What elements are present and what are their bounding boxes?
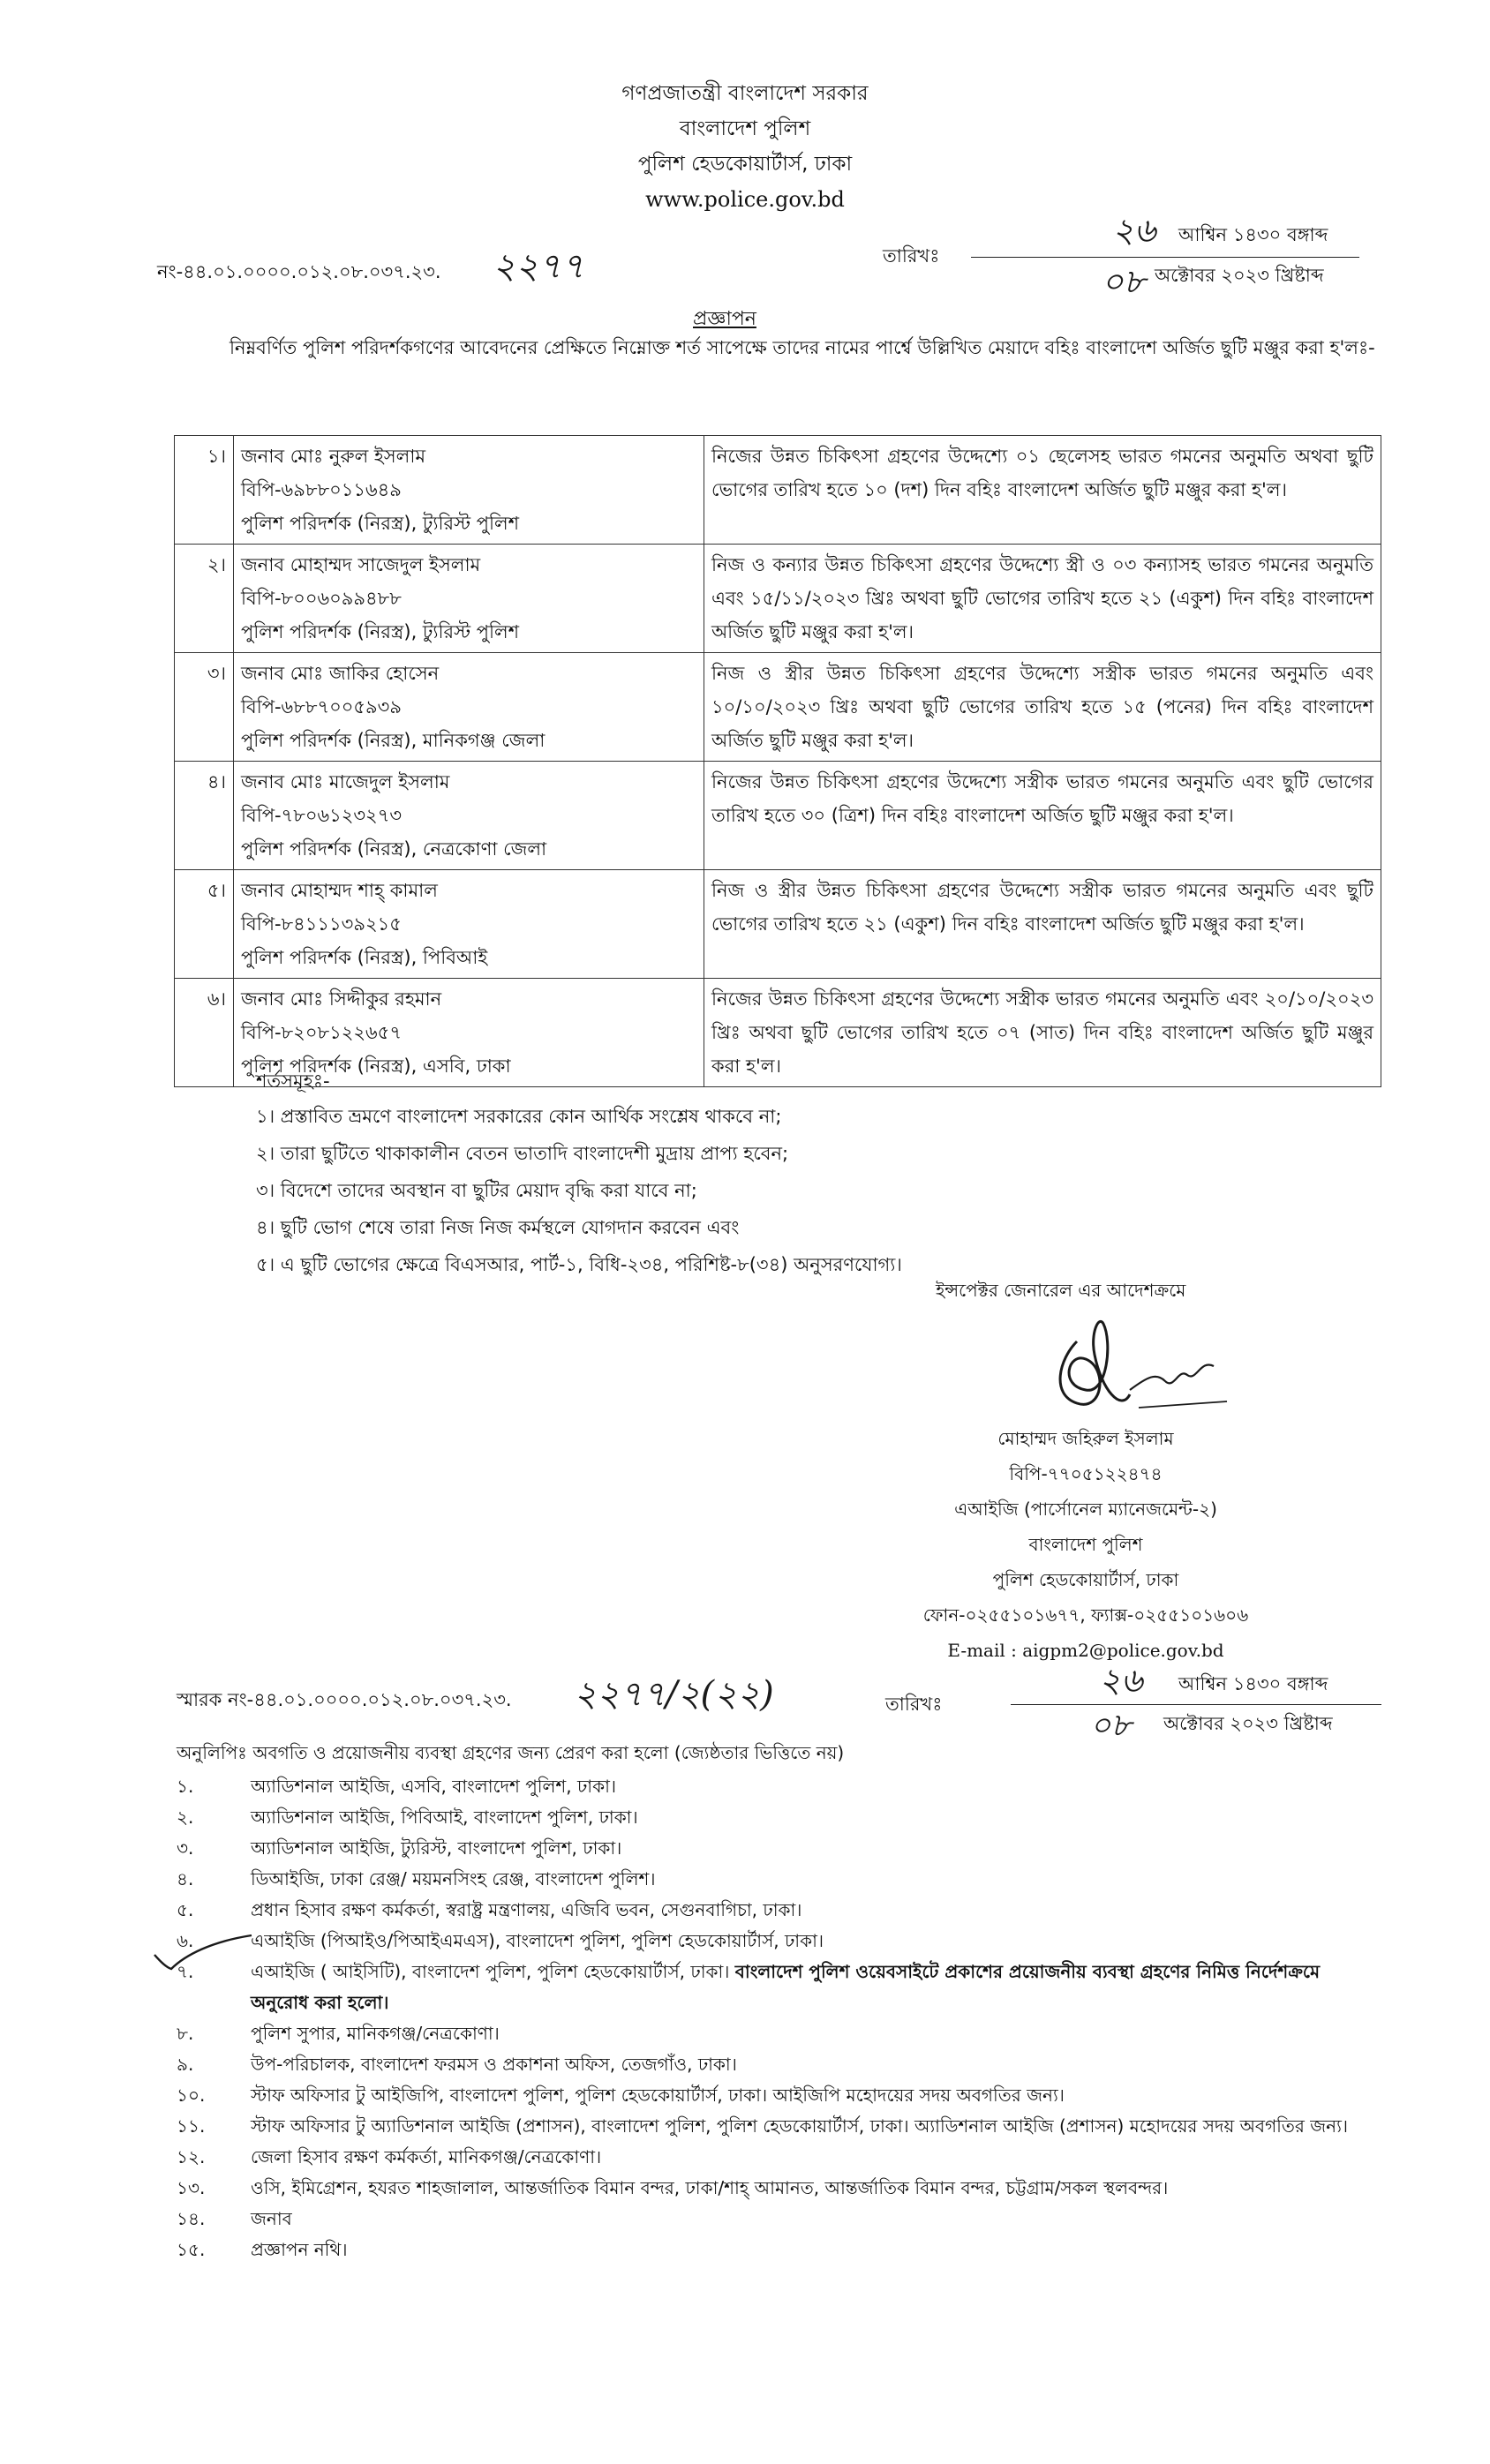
officer-details (234, 545, 704, 653)
officer-row (175, 870, 1381, 979)
header-hq: পুলিশ হেডকোয়ার্টার্স, ঢাকা (637, 153, 853, 176)
signatory-org: বাংলাদেশ পুলিশ (1028, 1534, 1143, 1555)
memo-number: নং-৪৪.০১.০০০০.০১২.০৮.০৩৭.২৩. (157, 261, 441, 282)
copy-date-day-bn: ২৬ (1099, 1661, 1143, 1700)
officer-serial: ৩। (175, 653, 234, 762)
date-divider (971, 257, 1359, 258)
copy-item-text (251, 2111, 1351, 2142)
copy-item-text (251, 1957, 1351, 2018)
officer-leave: নিজ ও কন্যার উন্নত চিকিৎসা গ্রহণের উদ্দেশ্যে স্ত্রী ও ০৩ কন্যাসহ ভারত গমনের অনুমতি এবং ১৫/১১/২০২৩ খ্রিঃ অথবা ছুটি ভোগের তারিখ হতে ২১ (একুশ) দিন বহিঃ বাংলাদেশ অর্জিত ছুটি মঞ্জুর করা হ'ল। (704, 545, 1381, 653)
signatory-name: মোহাম্মদ জহিরুল ইসলাম (997, 1428, 1174, 1449)
officer-post: পুলিশ পরিদর্শক (নিরস্ত্র), পিবিআই (241, 947, 488, 968)
header-police: বাংলাদেশ পুলিশ (679, 117, 811, 140)
copy-list-item (177, 1864, 1351, 1895)
officer-bp: বিপি-৬৮৮৭০০৫৯৩৯ (241, 696, 402, 717)
copy-item-number: ১৩. (177, 2177, 206, 2198)
officer-post: পুলিশ পরিদর্শক (নিরস্ত্র), ট্যুরিস্ট পুলিশ (241, 621, 520, 642)
copy-date-label: তারিখঃ (885, 1694, 943, 1715)
officer-details (234, 870, 704, 979)
copy-item-recipient: জনাব (251, 2208, 292, 2229)
copy-item-number: ৬. (177, 1930, 194, 1951)
officer-serial: ২। (175, 545, 234, 653)
copy-item-number: ২. (177, 1807, 194, 1828)
copy-item-number: ৯. (177, 2054, 194, 2075)
officer-serial: ৪। (175, 762, 234, 870)
date-day-en: ০৮ (1102, 262, 1146, 301)
copy-item-text (251, 2142, 1351, 2173)
copy-list-item (177, 1802, 1351, 1833)
officer-serial: ৬। (175, 979, 234, 1087)
officer-post: পুলিশ পরিদর্শক (নিরস্ত্র), এসবি, ঢাকা (241, 1055, 511, 1077)
officer-leave: নিজের উন্নত চিকিৎসা গ্রহণের উদ্দেশ্যে ০১ ছেলেসহ ভারত গমনের অনুমতি অথবা ছুটি ভোগের তারিখ হতে ১০ (দশ) দিন বহিঃ বাংলাদেশ অর্জিত ছুটি মঞ্জুর করা হ'ল। (704, 436, 1381, 545)
copy-list-item (177, 1771, 1351, 1802)
copy-item-recipient: এআইজি ( আইসিটি), বাংলাদেশ পুলিশ, পুলিশ হেডকোয়ার্টার্স, ঢাকা। (251, 1961, 735, 1982)
officer-serial: ৫। (175, 870, 234, 979)
copy-list-item (177, 1895, 1351, 1926)
intro-paragraph: নিম্নবর্ণিত পুলিশ পরিদর্শকগণের আবেদনের প্রেক্ষিতে নিম্নোক্ত শর্ত সাপেক্ষে তাদের নামের পার্শ্বে উল্লিখিত মেয়াদে বহিঃ বাংলাদেশ অর্জিত ছুটি মঞ্জুর করা হ'লঃ- (230, 337, 1375, 358)
signatory-email-line (883, 1633, 1289, 1668)
copy-list-item (177, 2049, 1351, 2080)
email-link[interactable]: aigpm2@police.gov.bd (1022, 1640, 1224, 1661)
officer-name: জনাব মোঃ নুরুল ইসলাম (241, 446, 426, 467)
officer-bp: বিপি-৮০০৬০৯৯৪৮৮ (241, 588, 402, 609)
copy-date-day-en: ০৮ (1090, 1708, 1132, 1744)
date-month-en: অক্টোবর ২০২৩ খ্রিষ্টাব্দ (1155, 265, 1324, 286)
copy-date-month-en: অক্টোবর ২০২৩ খ্রিষ্টাব্দ (1163, 1713, 1333, 1734)
copy-list-item (177, 2204, 1351, 2235)
copy-item-number: ১০. (177, 2085, 206, 2106)
copy-list-item (177, 2173, 1351, 2204)
copy-item-recipient: এআইজি (পিআইও/পিআইএমএস), বাংলাদেশ পুলিশ, পুলিশ হেডকোয়ার্টার্স, ঢাকা। (251, 1930, 824, 1951)
order-line: ইন্সপেক্টর জেনারেল এর আদেশক্রমে (936, 1280, 1186, 1301)
officer-leave: নিজ ও স্ত্রীর উন্নত চিকিৎসা গ্রহণের উদ্দেশ্যে সস্ত্রীক ভারত গমনের অনুমতি এবং ১০/১০/২০২৩ খ্রিঃ অথবা ছুটি ভোগের তারিখ হতে ১৫ (পনের) দিন বহিঃ বাংলাদেশ অর্জিত ছুটি মঞ্জুর করা হ'ল। (704, 653, 1381, 762)
officer-row (175, 979, 1381, 1087)
signatory-designation: এআইজি (পার্সোনেল ম্যানেজমেন্ট-২) (954, 1499, 1217, 1520)
copy-list-item (177, 2111, 1351, 2142)
officer-serial: ১। (175, 436, 234, 545)
copy-item-number: ৩. (177, 1837, 194, 1859)
officer-row (175, 545, 1381, 653)
copy-date-month-bn: আশ্বিন ১৪৩০ বঙ্গাব্দ (1178, 1673, 1328, 1694)
copy-list-item (177, 2142, 1351, 2173)
copy-item-recipient: প্রধান হিসাব রক্ষণ কর্মকর্তা, স্বরাষ্ট্র মন্ত্রণালয়, এজিবি ভবন, সেগুনবাগিচা, ঢাকা। (251, 1899, 802, 1920)
signatory-block (883, 1421, 1289, 1668)
copy-item-text (251, 1895, 1351, 1926)
copy-item-number: ১. (177, 1776, 194, 1797)
copy-item-text (251, 2204, 1351, 2235)
copy-item-text (251, 1926, 1351, 1957)
email-label: E-mail : (947, 1640, 1017, 1661)
officer-post: পুলিশ পরিদর্শক (নিরস্ত্র), নেত্রকোণা জেলা (241, 838, 547, 860)
officer-row (175, 762, 1381, 870)
officer-name: জনাব মোঃ সিদ্দীকুর রহমান (241, 988, 442, 1010)
copy-list-item (177, 2018, 1351, 2049)
officer-bp: বিপি-৮৪১১১৩৯২১৫ (241, 913, 402, 935)
copy-item-number: ৮. (177, 2023, 194, 2044)
condition-item: ১। প্রস্তাবিত ভ্রমণে বাংলাদেশ সরকারের কোন আর্থিক সংশ্লেষ থাকবে না; (256, 1106, 782, 1127)
copy-list-item (177, 1833, 1351, 1864)
officer-post: পুলিশ পরিদর্শক (নিরস্ত্র), ট্যুরিস্ট পুলিশ (241, 513, 520, 534)
condition-item: ৩। বিদেশে তাদের অবস্থান বা ছুটির মেয়াদ বৃদ্ধি করা যাবে না; (256, 1180, 697, 1201)
copy-item-recipient: অ্যাডিশনাল আইজি, ট্যুরিস্ট, বাংলাদেশ পুলিশ, ঢাকা। (251, 1837, 622, 1859)
copy-item-recipient: পুলিশ সুপার, মানিকগঞ্জ/নেত্রকোণা। (251, 2023, 500, 2044)
copy-item-text (251, 1864, 1351, 1895)
officer-bp: বিপি-৮২০৮১২২৬৫৭ (241, 1022, 402, 1043)
copy-item-text (251, 2235, 1351, 2265)
copy-item-text (251, 2080, 1351, 2111)
copy-item-text (251, 2049, 1351, 2080)
officer-name: জনাব মোহাম্মদ শাহ্ কামাল (241, 880, 438, 901)
officer-table (174, 435, 1381, 1087)
officer-bp: বিপি-৭৮০৬১২৩২৭৩ (241, 805, 403, 826)
officer-details (234, 436, 704, 545)
copy-list (177, 1771, 1351, 2265)
officer-name: জনাব মোঃ মাজেদুল ইসলাম (241, 771, 450, 793)
copy-list-item (177, 2080, 1351, 2111)
copy-item-recipient: প্রজ্ঞাপন নথি। (251, 2239, 348, 2260)
copy-item-recipient: স্টাফ অফিসার টু অ্যাডিশনাল আইজি (প্রশাসন), বাংলাদেশ পুলিশ, পুলিশ হেডকোয়ার্টার্স, ঢাকা। অ্যাডিশনাল আইজি (প্রশাসন) মহোদয়ের সদয় অবগতির জন্য। (251, 2115, 1349, 2137)
officer-leave: নিজের উন্নত চিকিৎসা গ্রহণের উদ্দেশ্যে সস্ত্রীক ভারত গমনের অনুমতি এবং ছুটি ভোগের তারিখ হতে ৩০ (ত্রিশ) দিন বহিঃ বাংলাদেশ অর্জিত ছুটি মঞ্জুর করা হ'ল। (704, 762, 1381, 870)
condition-item: ২। তারা ছুটিতে থাকাকালীন বেতন ভাতাদি বাংলাদেশী মুদ্রায় প্রাপ্য হবেন; (256, 1143, 789, 1164)
officer-leave: নিজ ও স্ত্রীর উন্নত চিকিৎসা গ্রহণের উদ্দেশ্যে সস্ত্রীক ভারত গমনের অনুমতি এবং ছুটি ভোগের তারিখ হতে ২১ (একুশ) দিন বহিঃ বাংলাদেশ অর্জিত ছুটি মঞ্জুর করা হ'ল। (704, 870, 1381, 979)
officer-details (234, 762, 704, 870)
copy-item-text (251, 2018, 1351, 2049)
officer-row (175, 653, 1381, 762)
copy-item-text (251, 2173, 1351, 2204)
officer-details (234, 653, 704, 762)
copy-item-recipient: স্টাফ অফিসার টু আইজিপি, বাংলাদেশ পুলিশ, পুলিশ হেডকোয়ার্টার্স, ঢাকা। আইজিপি মহোদয়ের সদয় অবগতির জন্য। (251, 2085, 1065, 2106)
tick-mark-icon (150, 1928, 256, 1972)
condition-item: ৪। ছুটি ভোগ শেষে তারা নিজ নিজ কর্মস্থলে যোগদান করবেন এবং (256, 1217, 740, 1238)
signatory-office: পুলিশ হেডকোয়ার্টার্স, ঢাকা (992, 1569, 1179, 1590)
copy-item-number: ৫. (177, 1899, 194, 1920)
copy-memo-number: স্মারক নং-৪৪.০১.০০০০.০১২.০৮.০৩৭.২৩. (177, 1689, 512, 1710)
copy-list-item (177, 2235, 1351, 2265)
copy-item-number: ৭. (177, 1961, 194, 1982)
copy-item-number: ১৪. (177, 2208, 206, 2229)
officer-name: জনাব মোঃ জাকির হোসেন (241, 663, 440, 684)
copy-item-number: ১৫. (177, 2239, 206, 2260)
copy-item-recipient: অ্যাডিশনাল আইজি, পিবিআই, বাংলাদেশ পুলিশ, ঢাকা। (251, 1807, 638, 1828)
header-website[interactable]: www.police.gov.bd (645, 187, 845, 212)
copy-list-item (177, 1957, 1351, 2018)
copy-item-text (251, 1802, 1351, 1833)
copy-list-item (177, 1926, 1351, 1957)
copy-item-recipient: ডিআইজি, ঢাকা রেঞ্জ/ ময়মনসিংহ রেঞ্জ, বাংলাদেশ পুলিশ। (251, 1868, 656, 1889)
copy-date-divider (1011, 1704, 1381, 1705)
copy-item-text (251, 1771, 1351, 1802)
officer-name: জনাব মোহাম্মদ সাজেদুল ইসলাম (241, 554, 481, 575)
signatory-phone-fax: ফোন-০২৫৫১০১৬৭৭, ফ্যাক্স-০২৫৫১০১৬০৬ (922, 1604, 1249, 1626)
copy-memo-handwritten-number: ২২৭৭/২(২২) (574, 1674, 774, 1715)
copy-item-recipient: অ্যাডিশনাল আইজি, এসবি, বাংলাদেশ পুলিশ, ঢাকা। (251, 1776, 617, 1797)
copy-item-recipient: উপ-পরিচালক, বাংলাদেশ ফরমস ও প্রকাশনা অফিস, তেজগাঁও, ঢাকা। (251, 2054, 737, 2075)
officer-leave: নিজের উন্নত চিকিৎসা গ্রহণের উদ্দেশ্যে সস্ত্রীক ভারত গমনের অনুমতি এবং ২০/১০/২০২৩ খ্রিঃ অথবা ছুটি ভোগের তারিখ হতে ০৭ (সাত) দিন বহিঃ বাংলাদেশ অর্জিত ছুটি মঞ্জুর করা হ'ল। (704, 979, 1381, 1087)
signature-icon (1024, 1306, 1253, 1430)
copy-item-recipient: জেলা হিসাব রক্ষণ কর্মকর্তা, মানিকগঞ্জ/নেত্রকোণা। (251, 2146, 602, 2167)
header-government: গণপ্রজাতন্ত্রী বাংলাদেশ সরকার (621, 82, 869, 105)
date-label: তারিখঃ (883, 245, 940, 267)
copy-intro: অনুলিপিঃ অবগতি ও প্রয়োজনীয় ব্যবস্থা গ্রহণের জন্য প্রেরণ করা হলো (জ্যেষ্ঠতার ভিত্তিতে নয়) (177, 1742, 845, 1763)
date-day-bn: ২৬ (1112, 211, 1156, 250)
officer-row (175, 436, 1381, 545)
conditions-list (256, 1098, 1359, 1283)
notice-title: প্রজ্ঞাপন (693, 308, 756, 330)
memo-handwritten-number: ২২৭৭ (493, 246, 585, 287)
copy-item-number: ১২. (177, 2146, 206, 2167)
officer-bp: বিপি-৬৯৮৮০১১৬৪৯ (241, 479, 402, 500)
copy-item-recipient: ওসি, ইমিগ্রেশন, হযরত শাহজালাল, আন্তর্জাতিক বিমান বন্দর, ঢাকা/শাহ্ আমানত, আন্তর্জাতিক বিমান বন্দর, চট্টগ্রাম/সকল স্থলবন্দর। (251, 2177, 1169, 2198)
conditions-heading: শর্তসমূহঃ- (256, 1070, 330, 1092)
condition-item: ৫। এ ছুটি ভোগের ক্ষেত্রে বিএসআর, পার্ট-১, বিধি-২৩৪, পরিশিষ্ট-৮(৩৪) অনুসরণযোগ্য। (256, 1254, 902, 1275)
date-month-bn: আশ্বিন ১৪৩০ বঙ্গাব্দ (1178, 224, 1328, 245)
officer-post: পুলিশ পরিদর্শক (নিরস্ত্র), মানিকগঞ্জ জেলা (241, 730, 546, 751)
copy-item-number: ১১. (177, 2115, 206, 2137)
copy-item-instruction: বাংলাদেশ পুলিশ ওয়েবসাইটে প্রকাশের প্রয়োজনীয় ব্যবস্থা গ্রহণের নিমিত্ত নির্দেশক্রমে অনুরোধ করা হলো। (251, 1961, 1321, 2013)
copy-item-text (251, 1833, 1351, 1864)
signatory-bp: বিপি-৭৭০৫১২২৪৭৪ (1009, 1463, 1163, 1484)
copy-item-number: ৪. (177, 1868, 194, 1889)
